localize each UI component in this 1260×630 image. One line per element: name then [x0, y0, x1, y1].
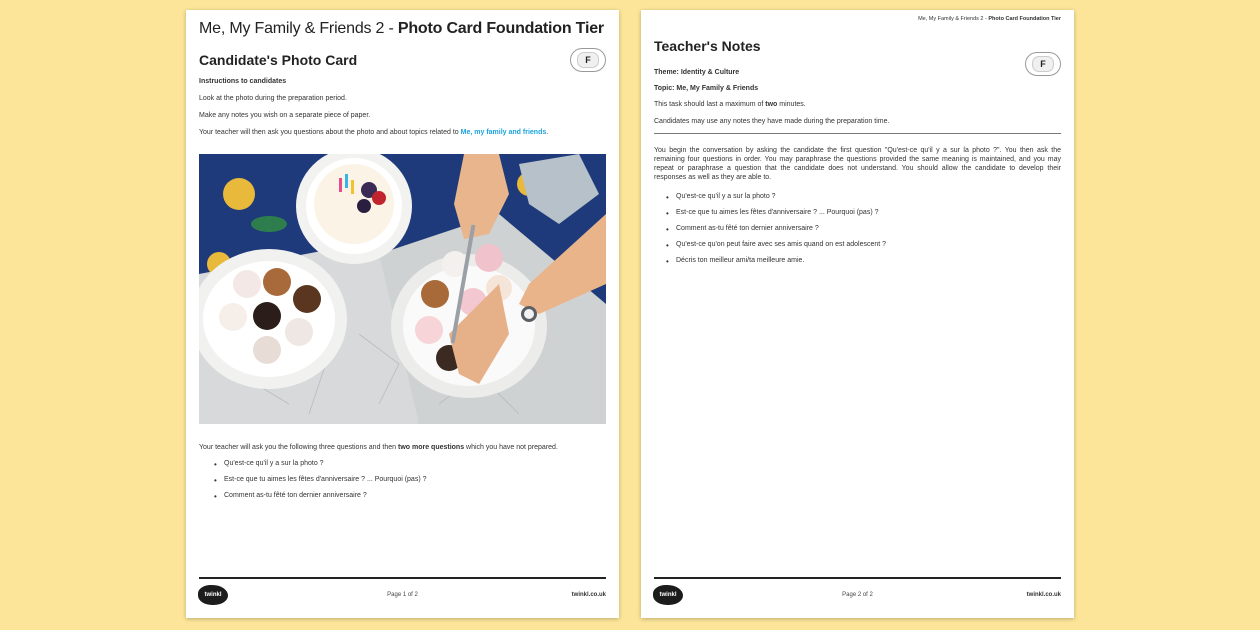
teachers-notes-heading: Teacher's Notes: [654, 38, 761, 54]
twinkl-logo: twinkl: [198, 585, 228, 605]
instruction-2: Make any notes you wish on a separate piece of paper.: [199, 112, 371, 119]
list-item: • Est-ce que tu aimes les fêtes d'anniversaire ? ... Pourquoi (pas) ?: [666, 209, 886, 225]
instruction-3: [199, 128, 548, 137]
list-item: • Comment as-tu fêté ton dernier anniversaire ?: [666, 225, 886, 241]
questions-intro: [199, 443, 558, 452]
tier-badge: [570, 48, 606, 72]
title-regular: Me, My Family & Friends 2 -: [199, 20, 398, 37]
duration-text: This task should last a maximum of: [654, 101, 766, 108]
questions-intro-bold: two more questions: [397, 444, 465, 451]
questions-intro-text: Your teacher will ask you the following three questions and then: [199, 444, 398, 451]
teachers-notes-page: [641, 10, 1074, 618]
instruction-3-text: Your teacher will then ask you questions about the photo and about topics related to: [199, 129, 461, 136]
list-item: • Qu'est-ce qu'il y a sur la photo ?: [666, 193, 886, 209]
tier-badge: [1025, 52, 1061, 76]
tier-letter: F: [1032, 56, 1054, 72]
section-divider: [654, 133, 1061, 134]
twinkl-logo: twinkl: [653, 585, 683, 605]
duration-end: minutes.: [777, 101, 806, 108]
duration-note: [654, 100, 806, 109]
tier-letter: F: [577, 52, 599, 68]
footer-rule: [654, 577, 1061, 579]
title-bold: Photo Card Foundation Tier: [397, 20, 604, 37]
footer-rule: [199, 577, 606, 579]
topic-link[interactable]: Me, my family and friends: [460, 129, 547, 136]
document-title: [199, 20, 604, 38]
site-url[interactable]: twinkl.co.uk: [571, 592, 606, 598]
candidate-question-list: [214, 460, 427, 508]
page-number: Page 2 of 2: [842, 592, 873, 598]
site-url[interactable]: twinkl.co.uk: [1026, 592, 1061, 598]
topic-label: Topic: Me, My Family & Friends: [654, 85, 759, 92]
instruction-1: Look at the photo during the preparation period.: [199, 95, 347, 102]
duration-bold: two: [765, 101, 778, 108]
candidate-heading: Candidate's Photo Card: [199, 52, 358, 68]
running-head-regular: Me, My Family & Friends 2 -: [918, 16, 989, 22]
teacher-instructions-paragraph: You begin the conversation by asking the candidate the first question "Qu'est-ce qu'il y a sur la photo ?". You then ask the remaining four questions in order. You may paraphrase the questions provided the same meaning is maintained, and you may repeat or paraphrase a question that the candidate does not understand. You should allow the candidate to develop their responses as well as they are able to.: [654, 147, 1061, 181]
instructions-label: Instructions to candidates: [199, 78, 287, 85]
birthday-cakes-photo: [199, 154, 606, 424]
list-item: • Est-ce que tu aimes les fêtes d'anniversaire ? ... Pourquoi (pas) ?: [214, 476, 427, 492]
list-item: • Qu'est-ce qu'on peut faire avec ses amis quand on est adolescent ?: [666, 241, 886, 257]
running-head-bold: Photo Card Foundation Tier: [988, 16, 1061, 22]
page-number: Page 1 of 2: [387, 592, 418, 598]
list-item: • Qu'est-ce qu'il y a sur la photo ?: [214, 460, 427, 476]
list-item: • Comment as-tu fêté ton dernier anniversaire ?: [214, 492, 427, 508]
list-item: • Décris ton meilleur ami/ta meilleure amie.: [666, 257, 886, 273]
running-head: [918, 16, 1061, 22]
notes-instruction: Candidates may use any notes they have made during the preparation time.: [654, 118, 890, 125]
instruction-3-end: .: [546, 129, 549, 136]
theme-label: Theme: Identity & Culture: [654, 69, 740, 76]
candidate-photo-card-page: [186, 10, 619, 618]
questions-intro-end: which you have not prepared.: [464, 444, 558, 451]
teacher-question-list: [666, 193, 886, 273]
